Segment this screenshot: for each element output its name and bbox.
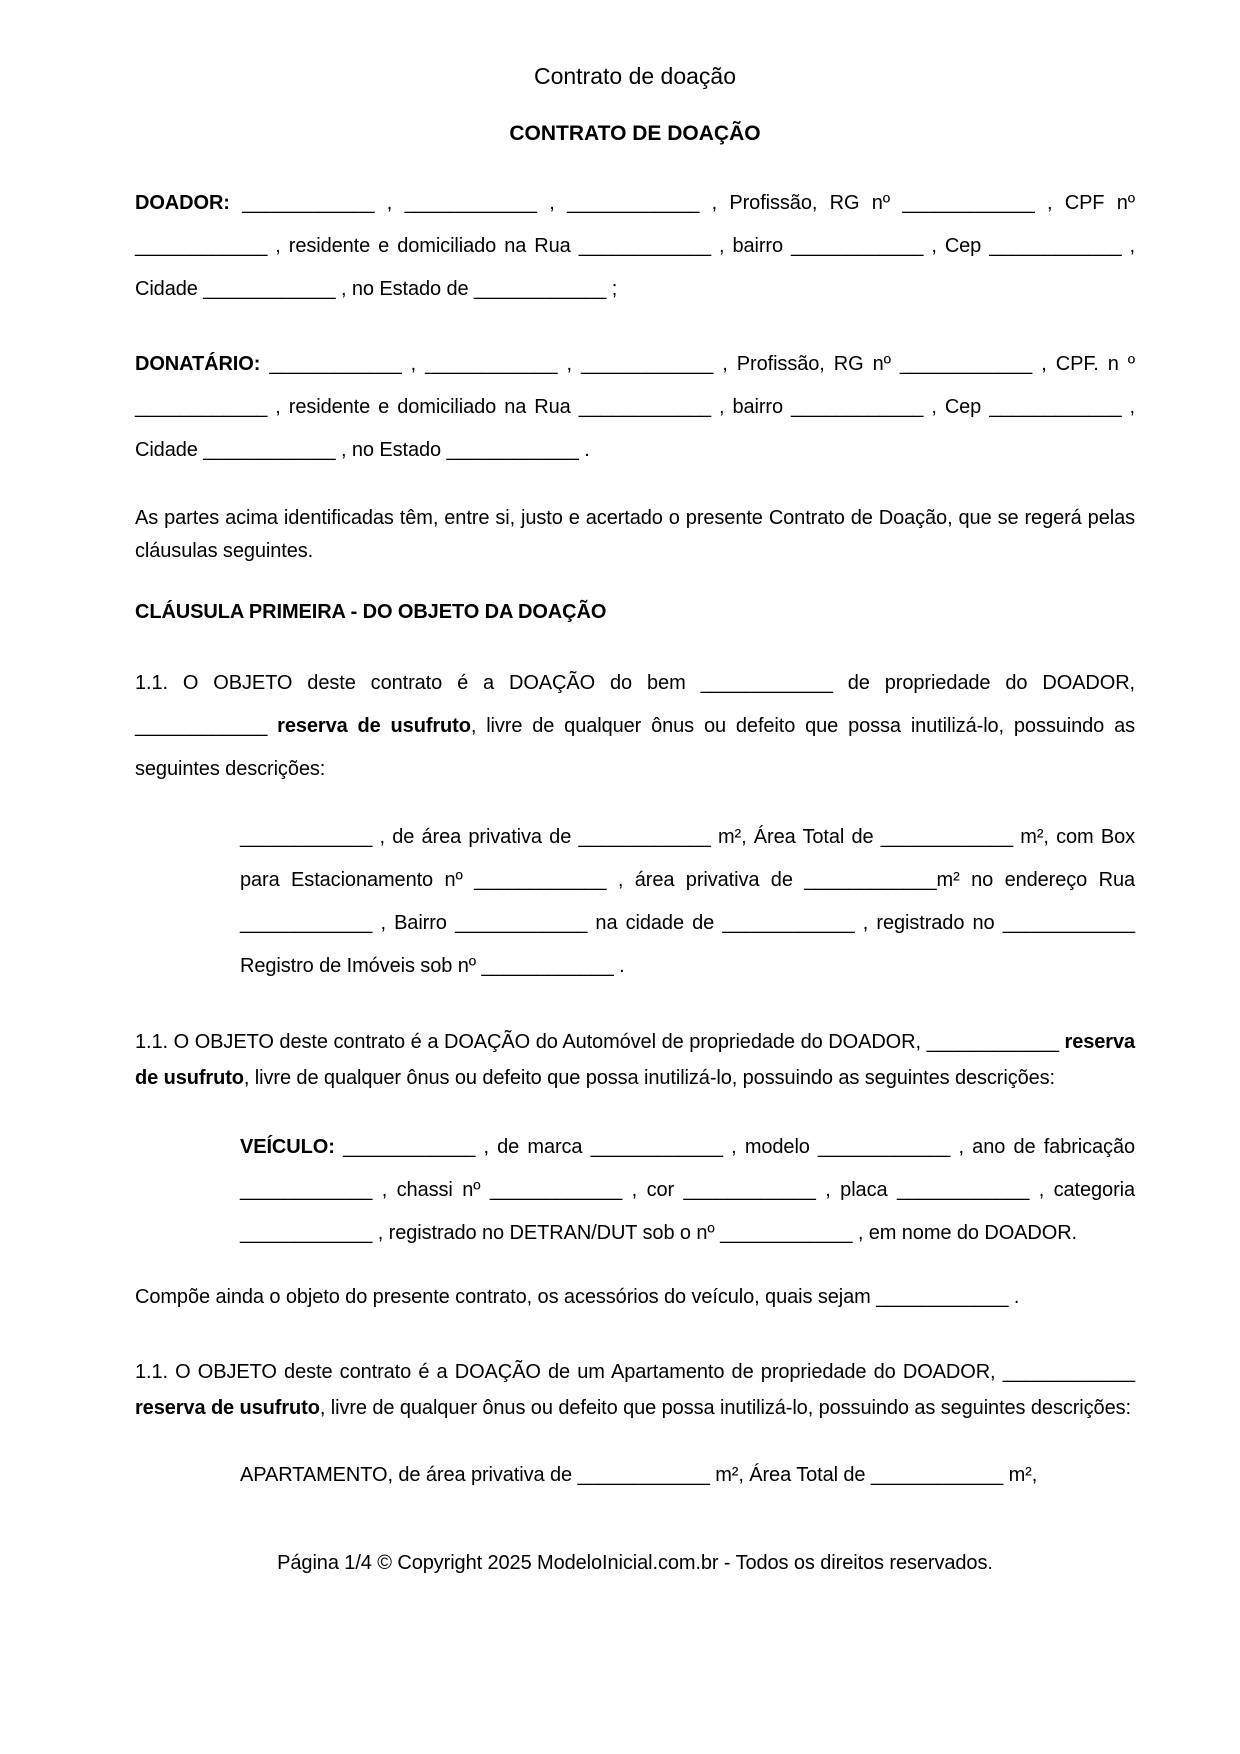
paragraph-imovel-descricao: ____________ , de área privativa de ____________ m², Área Total de ____________ m², com Box para Estacionamento nº ____________ , área privativa de ____________m² no endereço Rua ____________ , Bairro ____________ na cidade de ____________ , registrado no ____________ Registro de Imóveis sob nº ____________ . xyxy=(240,826,1135,977)
objeto-bem-bold: reserva de usufruto xyxy=(277,715,471,737)
objeto-apartamento-post: , livre de qualquer ônus ou defeito que possa inutilizá-lo, possuindo as seguintes descrições: xyxy=(319,1397,1131,1419)
objeto-automovel-post: , livre de qualquer ônus ou defeito que possa inutilizá-lo, possuindo as seguintes descrições: xyxy=(243,1067,1055,1089)
heading-clausula-primeira: CLÁUSULA PRIMEIRA - DO OBJETO DA DOAÇÃO xyxy=(135,601,607,623)
objeto-automovel-bold: reserva de usufruto xyxy=(135,1031,1135,1089)
veiculo-text: ____________ , de marca ____________ , modelo ____________ , ano de fabricação ____________ , chassi nº ____________ , cor ____________ , placa ____________ , categoria ____________ , registrado no DETRAN/DUT sob o nº ____________ , em nome do DOADOR. xyxy=(240,1136,1135,1244)
objeto-automovel-pre: 1.1. O OBJETO deste contrato é a DOAÇÃO do Automóvel de propriedade do DOADOR, ____________ xyxy=(135,1031,1065,1053)
paragraph-veiculo-descricao xyxy=(240,1126,1135,1255)
objeto-apartamento-bold: reserva de usufruto xyxy=(135,1397,320,1419)
paragraph-donatario xyxy=(135,343,1135,472)
page-footer: Página 1/4 © Copyright 2025 ModeloInicial.com.br - Todos os direitos reservados. xyxy=(277,1552,993,1574)
paragraph-intro: As partes acima identificadas têm, entre si, justo e acertado o presente Contrato de Doação, que se regerá pelas cláusulas seguintes. xyxy=(135,507,1135,562)
objeto-apartamento-pre: 1.1. O OBJETO deste contrato é a DOAÇÃO de um Apartamento de propriedade do DOADOR, ____________ xyxy=(135,1361,1135,1383)
donatario-text: ____________ , ____________ , ____________ , Profissão, RG nº ____________ , CPF. n º ____________ , residente e domiciliado na Rua ____________ , bairro ____________ , Cep ____________ , Cidade ____________ , no Estado ____________ . xyxy=(135,353,1135,461)
objeto-bem-pre: 1.1. O OBJETO deste contrato é a DOAÇÃO do bem ____________ de propriedade do DOADOR, ____________ xyxy=(135,672,1135,737)
paragraph-acessorios: Compõe ainda o objeto do presente contrato, os acessórios do veículo, quais sejam ____________ . xyxy=(135,1286,1020,1308)
paragraph-objeto-automovel xyxy=(135,1024,1135,1096)
objeto-bem-post: , livre de qualquer ônus ou defeito que possa inutilizá-lo, possuindo as seguintes descrições: xyxy=(135,715,1135,780)
document-title: CONTRATO DE DOAÇÃO xyxy=(509,122,761,145)
paragraph-objeto-bem xyxy=(135,662,1135,791)
paragraph-apartamento-descricao: APARTAMENTO, de área privativa de ____________ m², Área Total de ____________ m², xyxy=(240,1464,1038,1486)
doador-text: ____________ , ____________ , ____________ , Profissão, RG nº ____________ , CPF nº ____________ , residente e domiciliado na Rua ____________ , bairro ____________ , Cep ____________ , Cidade ____________ , no Estado de ____________ ; xyxy=(135,192,1135,300)
paragraph-objeto-apartamento xyxy=(135,1354,1135,1426)
page-title: Contrato de doação xyxy=(533,63,737,89)
doador-label: DOADOR: xyxy=(135,192,230,214)
donatario-label: DONATÁRIO: xyxy=(135,353,261,375)
paragraph-doador xyxy=(135,182,1135,311)
veiculo-label: VEÍCULO: xyxy=(240,1136,335,1158)
